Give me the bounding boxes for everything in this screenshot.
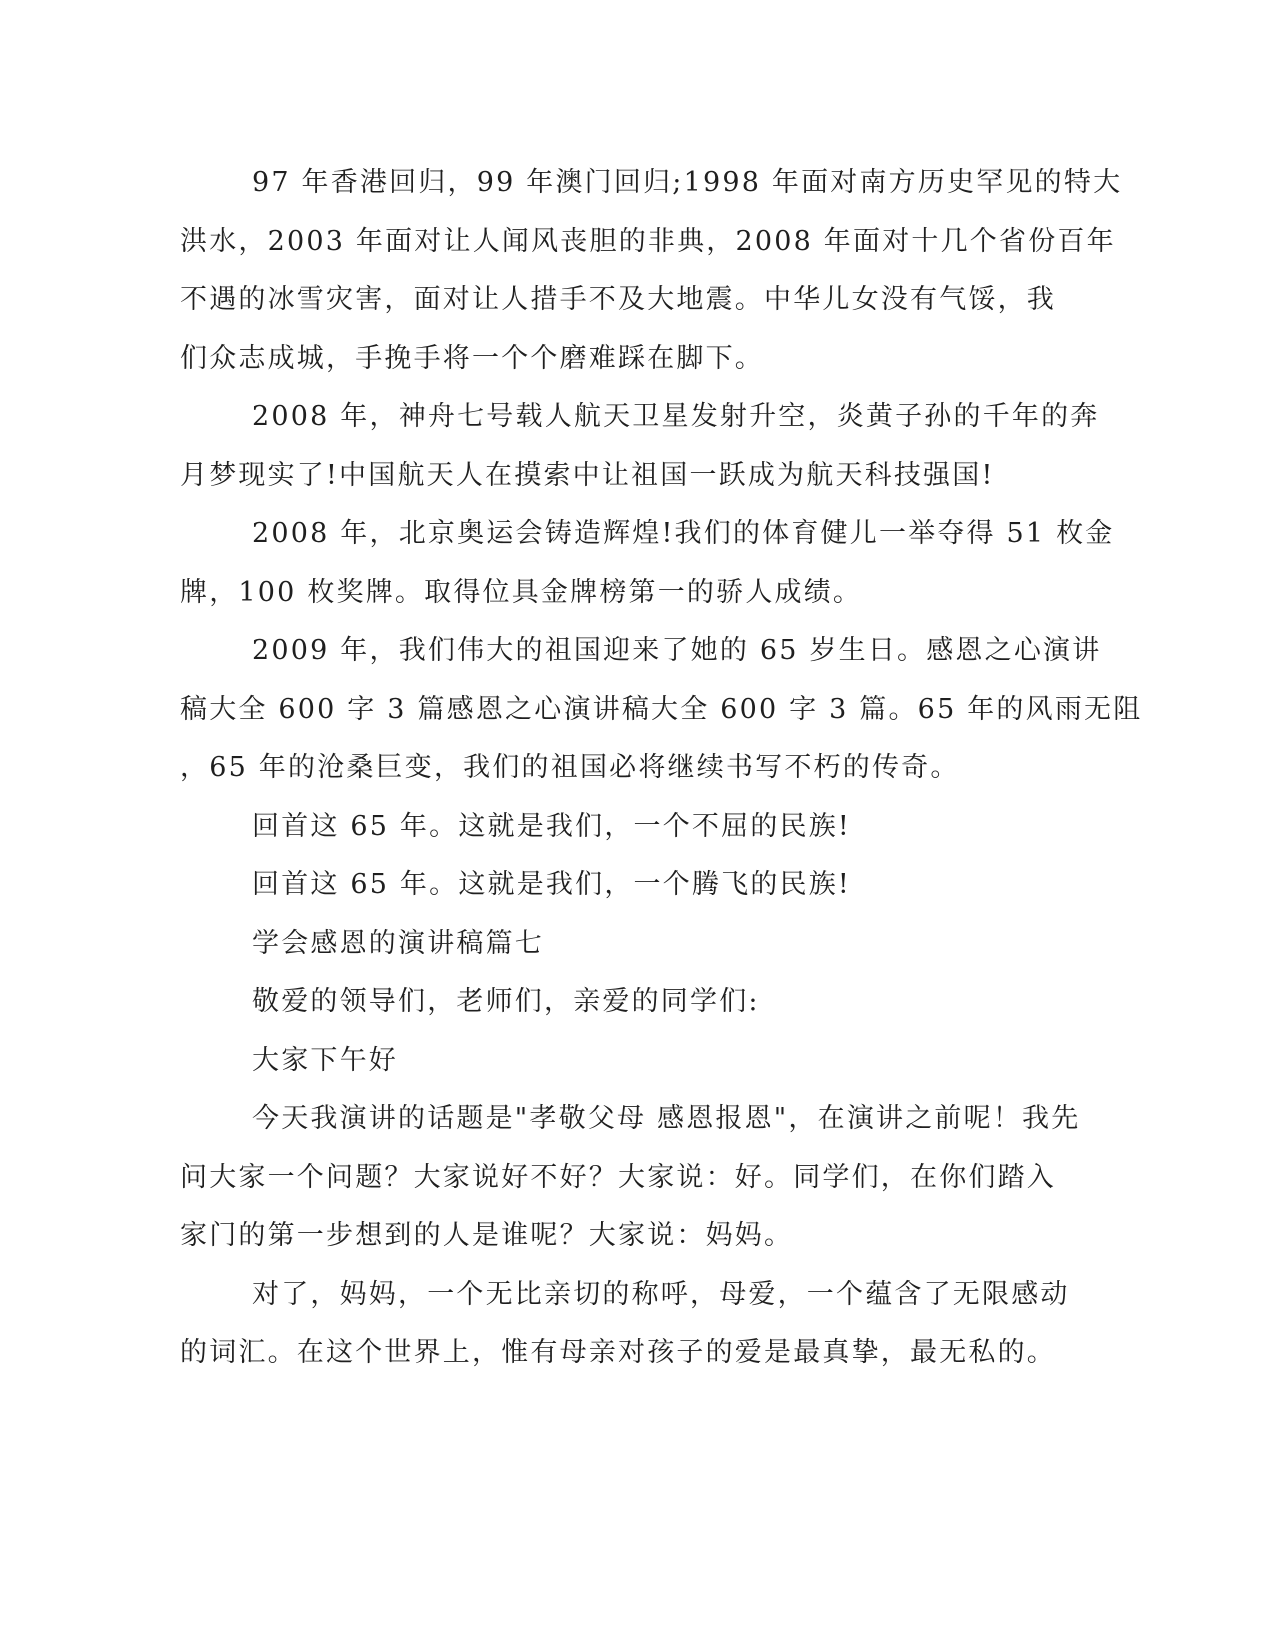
text-line: 稿大全 600 字 3 篇感恩之心演讲稿大全 600 字 3 篇。65 年的风雨无阻 (180, 694, 1143, 725)
text-line: 97 年香港回归，99 年澳门回归;1998 年面对南方历史罕见的特大 (252, 167, 1123, 198)
text-line: 回首这 65 年。这就是我们，一个腾飞的民族! (252, 869, 851, 900)
text-line: 2008 年，神舟七号载人航天卫星发射升空，炎黄子孙的千年的奔 (252, 401, 1100, 432)
greeting: 大家下午好 (252, 1045, 398, 1076)
text-line: 2009 年，我们伟大的祖国迎来了她的 65 岁生日。感恩之心演讲 (252, 635, 1102, 666)
text-line: 对了，妈妈，一个无比亲切的称呼，母爱，一个蕴含了无限感动 (252, 1279, 1070, 1310)
text-line: 不遇的冰雪灾害，面对让人措手不及大地震。中华儿女没有气馁，我 (180, 284, 1056, 315)
text-line: 2008 年，北京奥运会铸造辉煌!我们的体育健儿一举夺得 51 枚金 (252, 518, 1115, 549)
text-line: ，65 年的沧桑巨变，我们的祖国必将继续书写不朽的传奇。 (180, 752, 960, 783)
salutation: 敬爱的领导们，老师们，亲爱的同学们: (252, 986, 760, 1017)
text-line: 今天我演讲的话题是"孝敬父母 感恩报恩"，在演讲之前呢！我先 (252, 1103, 1081, 1134)
text-line: 家门的第一步想到的人是谁呢？大家说：妈妈。 (180, 1220, 794, 1251)
text-line: 回首这 65 年。这就是我们，一个不屈的民族! (252, 811, 851, 842)
section-heading: 学会感恩的演讲稿篇七 (252, 928, 544, 959)
text-line: 洪水，2003 年面对让人闻风丧胆的非典，2008 年面对十几个省份百年 (180, 226, 1116, 257)
text-line: 问大家一个问题？大家说好不好？大家说：好。同学们，在你们踏入 (180, 1162, 1056, 1193)
text-line: 的词汇。在这个世界上，惟有母亲对孩子的爱是最真挚，最无私的。 (180, 1337, 1056, 1368)
text-line: 牌，100 枚奖牌。取得位具金牌榜第一的骄人成绩。 (180, 577, 863, 608)
text-line: 们众志成城，手挽手将一个个磨难踩在脚下。 (180, 343, 764, 374)
text-line: 月梦现实了!中国航天人在摸索中让祖国一跃成为航天科技强国! (180, 460, 995, 491)
